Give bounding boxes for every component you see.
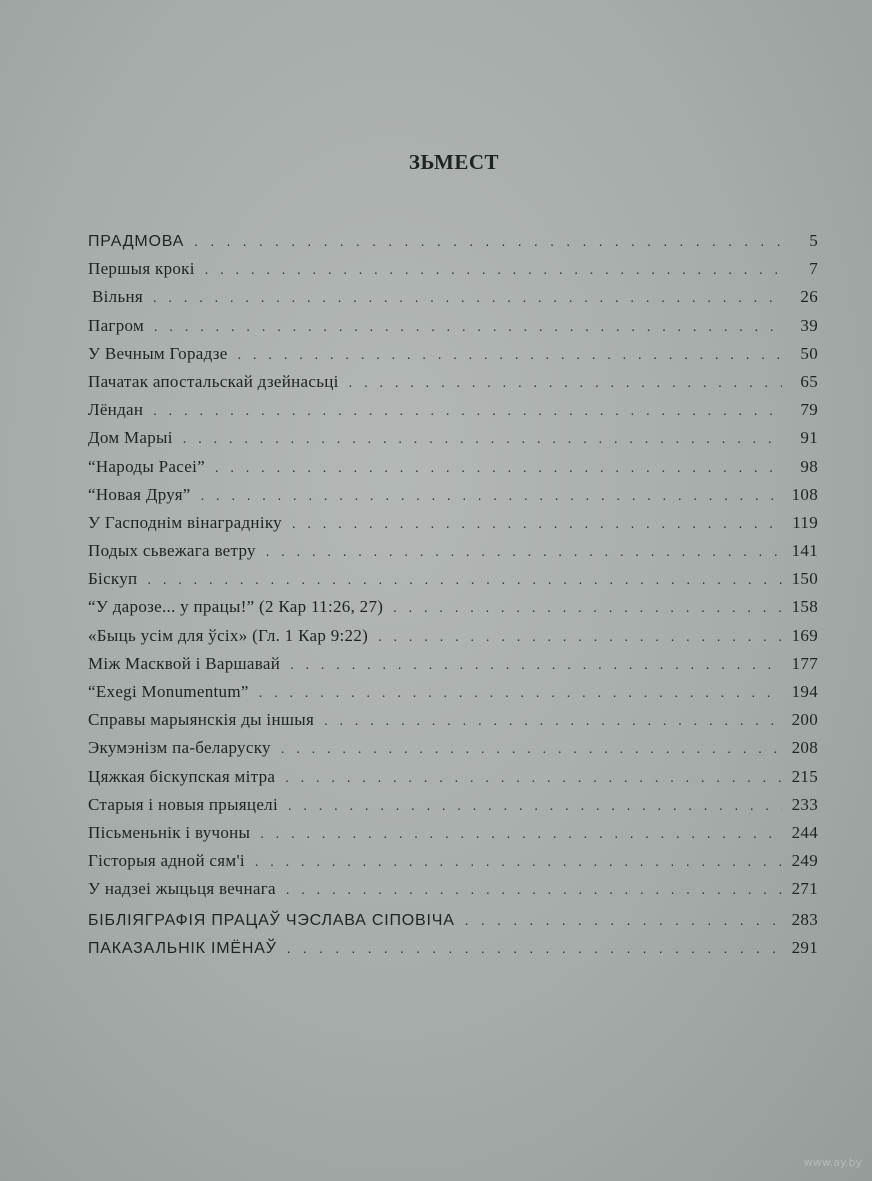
- toc-entry: [88, 428, 818, 456]
- watermark: www.ay.by: [803, 1156, 862, 1169]
- toc-entry: [88, 682, 818, 710]
- toc-entry-title: Пісьменьнік і вучоны: [88, 822, 251, 842]
- toc-entry: [88, 513, 818, 541]
- toc-entry: [88, 287, 818, 315]
- dot-leader: [153, 404, 782, 420]
- toc-page-number: 39: [800, 315, 818, 335]
- toc-entry: [88, 938, 818, 966]
- toc-page-number: 7: [809, 259, 818, 279]
- dot-leader: [287, 940, 782, 956]
- toc-entry-title: ПАКАЗАЛЬНІК ІМЁНАЎ: [88, 939, 277, 957]
- toc-page-number: 108: [791, 484, 818, 504]
- toc-entry: [88, 879, 818, 907]
- toc-page-number: 194: [791, 682, 818, 701]
- dot-leader: [238, 348, 782, 364]
- toc-entry-title: Дом Марыі: [88, 428, 173, 448]
- toc-entry-title: Гісторыя адной сям'і: [88, 851, 245, 871]
- toc-entry-title: Першыя крокі: [88, 259, 195, 279]
- toc-page-number: 169: [791, 625, 818, 645]
- toc-entry-title: У Гасподнім вінаградніку: [88, 512, 282, 532]
- toc-entry-title: Пагром: [88, 315, 145, 335]
- toc-entry-title: Лёндан: [88, 400, 144, 420]
- toc-entry-title: Экумэнізм па-беларуску: [88, 738, 271, 758]
- dot-leader: [266, 545, 782, 561]
- toc-entry: [88, 767, 818, 795]
- toc-entry-title: Між Масквой і Варшавай: [88, 653, 281, 673]
- toc-page-number: 283: [791, 909, 818, 929]
- toc-page-number: 233: [791, 794, 818, 814]
- toc-entry-title: Біскуп: [88, 569, 138, 589]
- dot-leader: [378, 630, 782, 646]
- toc-entry-title: У Вечным Горадзе: [88, 343, 228, 363]
- toc-page-number: 119: [792, 512, 818, 532]
- toc-entry-title: Старыя і новыя прыяцелі: [88, 794, 278, 814]
- toc-page-number: 98: [800, 456, 818, 476]
- toc-entry: [88, 795, 818, 823]
- page-title: ЗЬМЕСТ: [408, 150, 500, 174]
- toc-entry: [88, 316, 818, 344]
- toc-page-number: 79: [800, 400, 818, 420]
- toc-page-number: 158: [791, 597, 818, 617]
- toc-entry-title: Подых сьвежага ветру: [88, 541, 256, 561]
- toc-entry: [88, 344, 818, 372]
- table-of-contents: [88, 231, 818, 966]
- toc-entry: [88, 400, 818, 428]
- dot-leader: [465, 912, 782, 928]
- toc-entry-title: Цяжкая біскупская мітра: [88, 766, 276, 786]
- toc-entry: [88, 654, 818, 682]
- toc-page-number: 5: [809, 231, 818, 250]
- toc-entry-title: “Exegi Monumentum”: [88, 682, 249, 701]
- toc-entry: [88, 710, 818, 738]
- toc-page-number: 249: [791, 851, 818, 871]
- toc-page-number: 150: [791, 569, 818, 589]
- toc-entry: [88, 231, 818, 259]
- toc-entry: [88, 259, 818, 287]
- toc-page-number: 208: [791, 738, 818, 758]
- toc-page-number: 200: [791, 710, 818, 730]
- toc-entry: [88, 597, 818, 625]
- dot-leader: [259, 686, 782, 702]
- toc-entry: [88, 738, 818, 766]
- toc-entry: [88, 823, 818, 851]
- dot-leader: [290, 658, 782, 674]
- toc-entry: [88, 851, 818, 879]
- toc-entry-title: Справы марыянскія ды іншыя: [88, 710, 315, 730]
- dot-leader: [194, 233, 782, 249]
- dot-leader: [205, 263, 782, 279]
- dot-leader: [292, 517, 782, 533]
- toc-page-number: 50: [800, 343, 818, 363]
- dot-leader: [154, 320, 782, 336]
- toc-entry: [88, 372, 818, 400]
- toc-page-number: 26: [800, 287, 818, 307]
- dot-leader: [393, 601, 782, 617]
- toc-entry: [88, 541, 818, 569]
- toc-page-number: 244: [791, 822, 818, 842]
- toc-page-number: 215: [791, 766, 818, 786]
- toc-page-number: 291: [791, 937, 818, 957]
- dot-leader: [183, 432, 782, 448]
- dot-leader: [285, 771, 782, 787]
- dot-leader: [286, 883, 782, 899]
- toc-entry-title: БІБЛІЯГРАФІЯ ПРАЦАЎ ЧЭСЛАВА СІПОВІЧА: [88, 911, 455, 929]
- toc-entry-title: Пачатак апостальскай дзейнасьці: [88, 371, 339, 391]
- toc-page-number: 271: [791, 879, 818, 899]
- toc-entry-title: ПРАДМОВА: [88, 233, 185, 250]
- dot-leader: [215, 461, 782, 477]
- toc-page-number: 141: [791, 541, 818, 561]
- toc-entry: [88, 626, 818, 654]
- toc-page-number: 65: [800, 371, 818, 391]
- dot-leader: [260, 827, 782, 843]
- toc-entry-title: “Народы Расеі”: [88, 456, 205, 476]
- dot-leader: [281, 742, 782, 758]
- toc-entry: [88, 910, 818, 938]
- toc-page-number: 91: [800, 428, 818, 448]
- toc-entry-title: «Быць усім для ўсіх» (Гл. 1 Кар 9:22): [88, 625, 369, 645]
- toc-entry-title: “У дарозе... у працы!” (2 Кар 11:26, 27): [88, 597, 384, 617]
- dot-leader: [349, 376, 782, 392]
- dot-leader: [201, 489, 782, 505]
- dot-leader: [255, 855, 782, 871]
- toc-entry-title: У надзеі жыцьця вечнага: [88, 879, 276, 899]
- toc-page-number: 177: [791, 653, 818, 673]
- toc-entry-title: “Новая Друя”: [88, 484, 191, 504]
- toc-entry: [88, 457, 818, 485]
- toc-entry-title: Вільня: [92, 287, 144, 307]
- dot-leader: [153, 291, 782, 307]
- toc-entry: [88, 485, 818, 513]
- dot-leader: [288, 799, 782, 815]
- dot-leader: [147, 573, 782, 589]
- toc-entry: [88, 569, 818, 597]
- dot-leader: [324, 714, 782, 730]
